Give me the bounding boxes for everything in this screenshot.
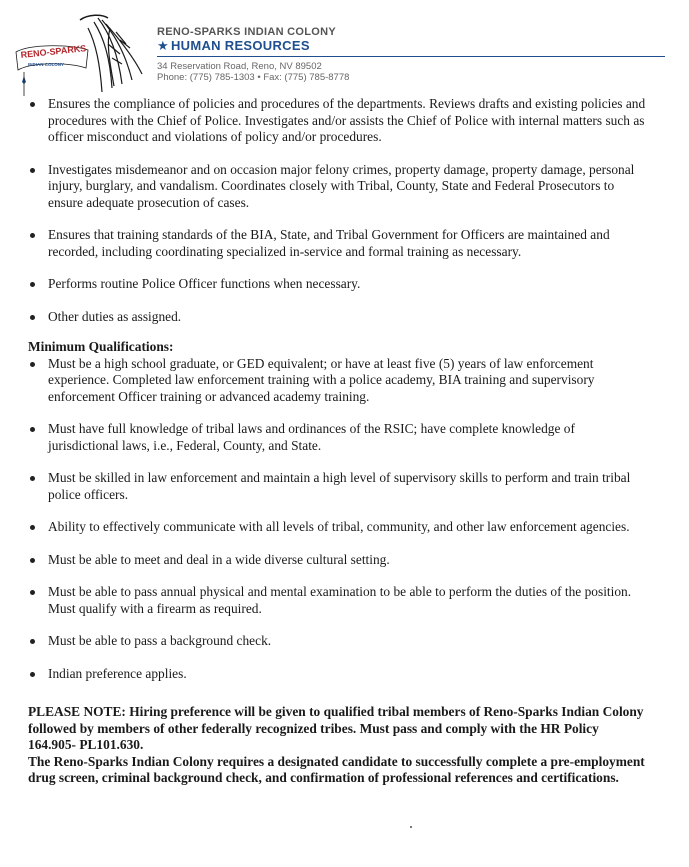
bullet-icon [30, 362, 35, 367]
list-item: Must be skilled in law enforcement and maintain a high level of supervisory skills to perform and train tribal police officers. [28, 470, 648, 503]
bullet-icon [30, 590, 35, 595]
qualifications-heading: Minimum Qualifications: [28, 339, 174, 354]
bullet-icon [30, 525, 35, 530]
list-item: Must be able to pass a background check. [28, 633, 648, 650]
document-body [28, 96, 648, 787]
letterhead-rule [157, 56, 665, 57]
list-item: Must be a high school graduate, or GED equivalent; or have at least five (5) years of law enforcement experience. Completed law enforcement training with a police academy, BIA training and supervisory enforcement Officer training or advanced academy training. [28, 356, 648, 406]
letterhead [0, 0, 689, 100]
bullet-icon [30, 282, 35, 287]
list-item: Performs routine Police Officer functions when necessary. [28, 276, 648, 293]
bullet-icon [30, 233, 35, 238]
phone-fax: Phone: (775) 785-1303 • Fax: (775) 785-8778 [157, 72, 350, 83]
scan-speck [410, 826, 412, 828]
list-item: Must be able to pass annual physical and mental examination to be able to perform the duties of the position. Must qualify with a firearm as required. [28, 584, 648, 617]
bullet-icon [30, 102, 35, 107]
bullet-icon [30, 168, 35, 173]
bullet-icon [30, 476, 35, 481]
list-item: Ability to effectively communicate with all levels of tribal, community, and other law enforcement agencies. [28, 519, 648, 536]
org-name: RENO-SPARKS INDIAN COLONY [157, 26, 337, 38]
logo-text-bottom: INDIAN COLONY [28, 62, 64, 67]
bullet-icon [30, 427, 35, 432]
logo-text-top: RENO-SPARKS [20, 43, 87, 60]
list-item: Ensures the compliance of policies and procedures of the departments. Reviews drafts and existing policies and procedures with the Chief of Police. Investigates and/or assists the Chief of Police with internal matters such as officer misconduct and violations of policy and/or procedures. [28, 96, 648, 146]
bullet-icon [30, 672, 35, 677]
notes-block [28, 704, 648, 787]
list-item: Must be able to meet and deal in a wide diverse cultural setting. [28, 552, 648, 569]
address: 34 Reservation Road, Reno, NV 89502 [157, 61, 322, 72]
qualifications-list [28, 356, 648, 683]
list-item: Must have full knowledge of tribal laws and ordinances of the RSIC; have complete knowledge of jurisdictional laws, i.e., Federal, County, and State. [28, 421, 648, 454]
bullet-icon [30, 315, 35, 320]
list-item: Other duties as assigned. [28, 309, 648, 326]
bullet-icon [30, 558, 35, 563]
screening-note: The Reno-Sparks Indian Colony requires a designated candidate to successfully complete a pre-employment drug screen, criminal background check, and confirmation of professional references and certifications. [28, 753, 645, 785]
list-item: Indian preference applies. [28, 666, 648, 683]
list-item: Investigates misdemeanor and on occasion major felony crimes, property damage, property damage, personal injury, burglary, and vandalism. Coordinates closely with Tribal, County, State and Federal Prosecutors to ensure adequate prosecution of cases. [28, 162, 648, 212]
duties-list [28, 96, 648, 325]
star-icon: ★ [157, 38, 169, 53]
colony-logo [10, 14, 160, 104]
list-item: Ensures that training standards of the BIA, State, and Tribal Government for Officers are maintained and recorded, including coordinating specialized in-service and formal training as necessary. [28, 227, 648, 260]
department-name: ★ HUMAN RESOURCES [157, 38, 310, 53]
hiring-preference-note: PLEASE NOTE: Hiring preference will be given to qualified tribal members of Reno-Sparks Indian Colony followed by members of other federally recognized tribes. Must pass and comply with the HR Policy 164.905- PL101.630. [28, 704, 644, 752]
bullet-icon [30, 639, 35, 644]
